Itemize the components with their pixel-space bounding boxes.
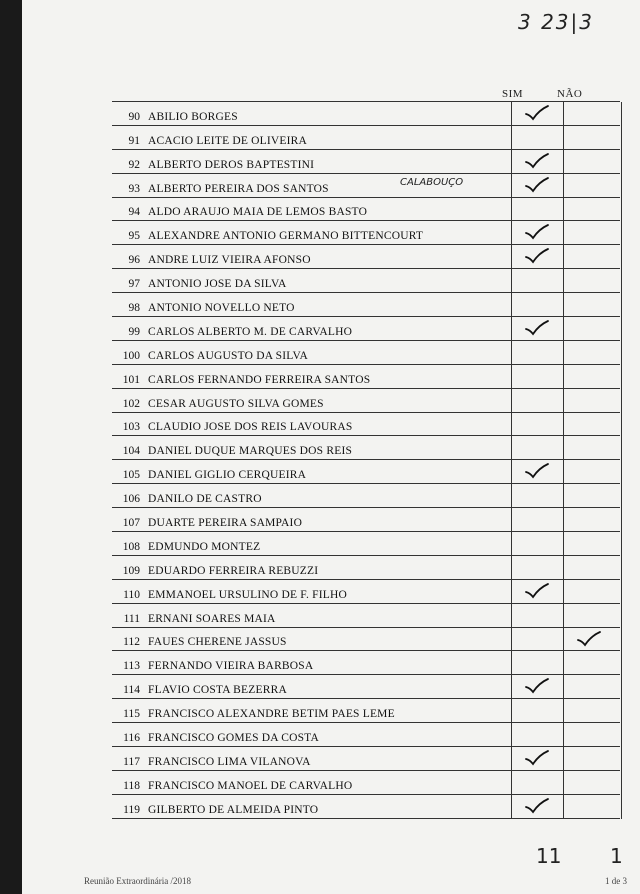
footer-page-count: 1 de 3 [605, 876, 627, 886]
row-number: 112 [123, 636, 140, 649]
row-number: 109 [122, 564, 140, 577]
vote-cell-nao [563, 341, 622, 365]
row-number: 99 [128, 325, 140, 338]
table-row [112, 484, 620, 508]
member-name: ANTONIO JOSE DA SILVA [148, 278, 287, 291]
vote-cell-sim [511, 389, 564, 413]
vote-cell-sim [511, 795, 564, 819]
table-row [112, 580, 620, 604]
table-row [112, 365, 620, 389]
row-number: 104 [122, 445, 140, 458]
vote-cell-sim [511, 532, 564, 556]
row-number: 108 [122, 540, 140, 553]
vote-cell-nao [563, 221, 622, 245]
row-number: 101 [122, 373, 140, 386]
vote-cell-sim [511, 317, 564, 341]
table-row [112, 413, 620, 437]
vote-cell-nao [563, 508, 622, 532]
member-name: ANTONIO NOVELLO NETO [148, 302, 295, 315]
vote-cell-sim [511, 460, 564, 484]
vote-cell-nao [563, 795, 622, 819]
checkmark-icon [524, 319, 550, 337]
column-header-sim: SIM [502, 88, 524, 100]
vote-cell-nao [563, 436, 622, 460]
vote-cell-sim [511, 699, 564, 723]
row-number: 97 [128, 278, 140, 291]
handwritten-page-number: 3 23|3 [518, 10, 594, 34]
table-row [112, 293, 620, 317]
vote-cell-nao [563, 532, 622, 556]
member-name: ALBERTO PEREIRA DOS SANTOS [148, 182, 329, 195]
attendance-table [112, 101, 620, 819]
vote-cell-sim [511, 436, 564, 460]
row-number: 95 [128, 230, 140, 243]
table-row [112, 628, 620, 652]
member-name: ALBERTO DEROS BAPTESTINI [148, 158, 315, 171]
row-number: 100 [122, 349, 140, 362]
document-page [22, 0, 640, 894]
vote-cell-sim [511, 723, 564, 747]
row-number: 103 [122, 421, 140, 434]
member-name: FRANCISCO ALEXANDRE BETIM PAES LEME [148, 708, 395, 721]
vote-cell-nao [563, 460, 622, 484]
vote-cell-nao [563, 580, 622, 604]
table-row [112, 795, 620, 819]
table-row [112, 747, 620, 771]
table-row [112, 460, 620, 484]
table-row [112, 556, 620, 580]
table-row [112, 126, 620, 150]
vote-cell-sim [511, 126, 564, 150]
checkmark-icon [524, 223, 550, 241]
table-row [112, 150, 620, 174]
table-row [112, 723, 620, 747]
member-name: ANDRE LUIZ VIEIRA AFONSO [148, 254, 311, 267]
table-row [112, 245, 620, 269]
table-row [112, 221, 620, 245]
row-number: 92 [128, 158, 140, 171]
row-number: 110 [123, 588, 140, 601]
checkmark-icon [524, 749, 550, 767]
member-name: FAUES CHERENE JASSUS [148, 636, 287, 649]
vote-cell-nao [563, 699, 622, 723]
row-number: 102 [122, 397, 140, 410]
member-name: ALEXANDRE ANTONIO GERMANO BITTENCOURT [148, 230, 424, 243]
row-number: 90 [128, 110, 140, 123]
vote-cell-sim [511, 556, 564, 580]
row-number: 106 [122, 493, 140, 506]
vote-cell-nao [563, 126, 622, 150]
row-number: 118 [123, 779, 140, 792]
vote-cell-nao [563, 317, 622, 341]
member-name: CARLOS ALBERTO M. DE CARVALHO [148, 325, 353, 338]
vote-cell-nao [563, 389, 622, 413]
vote-cell-sim [511, 580, 564, 604]
vote-cell-sim [511, 604, 564, 628]
vote-cell-sim [511, 628, 564, 652]
member-name: DANIEL GIGLIO CERQUEIRA [148, 469, 307, 482]
vote-cell-nao [563, 245, 622, 269]
checkmark-icon [524, 247, 550, 265]
table-row [112, 198, 620, 222]
vote-cell-nao [563, 484, 622, 508]
row-number: 105 [122, 469, 140, 482]
vote-cell-sim [511, 651, 564, 675]
member-name: EDUARDO FERREIRA REBUZZI [148, 564, 319, 577]
checkmark-icon [524, 176, 550, 194]
row-number: 98 [128, 302, 140, 315]
checkmark-icon [524, 462, 550, 480]
vote-cell-nao [563, 293, 622, 317]
vote-cell-sim [511, 150, 564, 174]
vote-cell-nao [563, 651, 622, 675]
table-row [112, 174, 620, 198]
checkmark-icon [524, 677, 550, 695]
vote-cell-sim [511, 221, 564, 245]
vote-cell-nao [563, 771, 622, 795]
vote-cell-nao [563, 174, 622, 198]
row-number: 113 [123, 660, 140, 673]
row-number: 116 [123, 732, 140, 745]
row-number: 91 [128, 134, 140, 147]
row-number: 96 [128, 254, 140, 267]
row-number: 111 [123, 612, 140, 625]
vote-cell-sim [511, 747, 564, 771]
table-row [112, 389, 620, 413]
table-row [112, 508, 620, 532]
vote-cell-nao [563, 150, 622, 174]
member-name: ALDO ARAUJO MAIA DE LEMOS BASTO [148, 206, 368, 219]
member-name: EMMANOEL URSULINO DE F. FILHO [148, 588, 347, 601]
row-number: 119 [123, 803, 140, 816]
member-name: FERNANDO VIEIRA BARBOSA [148, 660, 314, 673]
vote-cell-sim [511, 198, 564, 222]
vote-cell-nao [563, 675, 622, 699]
member-name: DANILO DE CASTRO [148, 493, 262, 506]
member-name: DUARTE PEREIRA SAMPAIO [148, 517, 303, 530]
total-nao: 1 [610, 844, 623, 868]
vote-cell-nao [563, 365, 622, 389]
table-row [112, 102, 620, 126]
vote-cell-nao [563, 102, 622, 126]
member-name: ACACIO LEITE DE OLIVEIRA [148, 134, 308, 147]
row-number: 115 [123, 708, 140, 721]
checkmark-icon [524, 104, 550, 122]
member-name: FRANCISCO MANOEL DE CARVALHO [148, 779, 353, 792]
table-row [112, 675, 620, 699]
table-row [112, 604, 620, 628]
row-number: 107 [122, 517, 140, 530]
member-name: FRANCISCO LIMA VILANOVA [148, 755, 311, 768]
vote-cell-nao [563, 747, 622, 771]
vote-cell-sim [511, 413, 564, 437]
vote-cell-sim [511, 508, 564, 532]
vote-cell-sim [511, 365, 564, 389]
row-number: 94 [128, 206, 140, 219]
row-number: 117 [123, 755, 140, 768]
vote-cell-sim [511, 102, 564, 126]
vote-cell-sim [511, 174, 564, 198]
vote-cell-sim [511, 341, 564, 365]
vote-cell-nao [563, 269, 622, 293]
row-number: 114 [123, 684, 140, 697]
checkmark-icon [524, 152, 550, 170]
column-header-nao: NÃO [557, 88, 583, 100]
footer-meeting-label: Reunião Extraordinária /2018 [84, 876, 191, 886]
checkmark-icon [524, 797, 550, 815]
member-name: CARLOS FERNANDO FERREIRA SANTOS [148, 373, 371, 386]
checkmark-icon [524, 582, 550, 600]
vote-cell-nao [563, 723, 622, 747]
vote-cell-nao [563, 413, 622, 437]
vote-cell-nao [563, 198, 622, 222]
member-name: GILBERTO DE ALMEIDA PINTO [148, 803, 319, 816]
vote-cell-nao [563, 628, 622, 652]
checkmark-icon [576, 630, 602, 648]
member-name: ERNANI SOARES MAIA [148, 612, 276, 625]
handwritten-note: CALABOUÇO [400, 176, 464, 188]
vote-cell-nao [563, 556, 622, 580]
total-sim: 11 [536, 844, 562, 868]
vote-cell-sim [511, 484, 564, 508]
vote-cell-sim [511, 269, 564, 293]
vote-cell-sim [511, 675, 564, 699]
member-name: FLAVIO COSTA BEZERRA [148, 684, 287, 697]
table-row [112, 436, 620, 460]
table-row [112, 771, 620, 795]
vote-cell-nao [563, 604, 622, 628]
member-name: EDMUNDO MONTEZ [148, 540, 261, 553]
vote-cell-sim [511, 293, 564, 317]
member-name: ABILIO BORGES [148, 110, 238, 123]
table-row [112, 341, 620, 365]
table-row [112, 651, 620, 675]
vote-cell-sim [511, 245, 564, 269]
member-name: FRANCISCO GOMES DA COSTA [148, 732, 319, 745]
member-name: DANIEL DUQUE MARQUES DOS REIS [148, 445, 353, 458]
member-name: CARLOS AUGUSTO DA SILVA [148, 349, 308, 362]
table-row [112, 269, 620, 293]
table-row [112, 317, 620, 341]
table-row [112, 699, 620, 723]
row-number: 93 [128, 182, 140, 195]
member-name: CESAR AUGUSTO SILVA GOMES [148, 397, 324, 410]
member-name: CLAUDIO JOSE DOS REIS LAVOURAS [148, 421, 353, 434]
vote-cell-sim [511, 771, 564, 795]
table-row [112, 532, 620, 556]
